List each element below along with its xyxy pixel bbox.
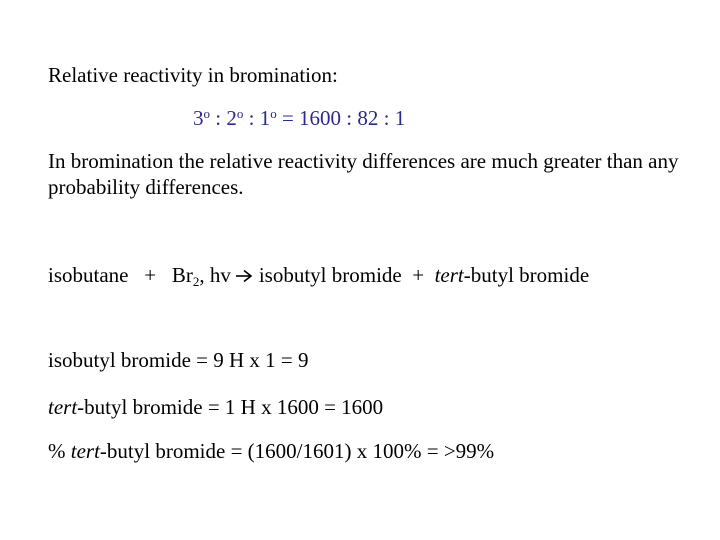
ratio-primary: 1 (259, 106, 271, 130)
reaction-equation (48, 262, 589, 288)
reactant: isobutane (48, 263, 129, 287)
product-tert-butyl-bromide: -butyl bromide (463, 263, 590, 287)
explanation-paragraph: In bromination the relative reactivity differences are much greater than any probability differences. (48, 149, 679, 199)
tert-prefix: tert (70, 439, 100, 463)
ratio-sep: : (215, 106, 222, 130)
reagent-symbol: Br (171, 263, 193, 287)
calc-percent (48, 438, 494, 464)
calc-tert-butyl (48, 394, 383, 420)
ratio-sep: : (248, 106, 255, 130)
ratio-secondary: 2 (226, 106, 237, 130)
calc-tert-butyl-rest: -butyl bromide = 1 H x 1600 = 1600 (77, 395, 384, 419)
degree-mark: o (203, 106, 210, 121)
ratio-values: 1600 : 82 : 1 (299, 106, 406, 130)
reactivity-ratio (193, 105, 405, 131)
percent-sign: % (48, 439, 71, 463)
reagent (172, 263, 231, 287)
heading: Relative reactivity in bromination: (48, 63, 338, 87)
tert-prefix: tert (48, 395, 78, 419)
ratio-equals: = (281, 106, 294, 130)
plus-sign: + (144, 263, 157, 287)
tert-prefix: tert (434, 263, 464, 287)
calc-isobutyl: isobutyl bromide = 9 H x 1 = 9 (48, 348, 309, 372)
degree-mark: o (236, 106, 244, 121)
reagent-subscript: 2 (192, 274, 200, 289)
product-isobutyl-bromide: isobutyl bromide (258, 263, 402, 287)
reagent-condition: , hv (199, 263, 231, 287)
ratio-tertiary: 3 (193, 106, 204, 130)
plus-sign: + (412, 263, 425, 287)
right-arrow-icon (235, 269, 253, 283)
calc-percent-rest: -butyl bromide = (1600/1601) x 100% = >99% (99, 439, 495, 463)
degree-mark: o (270, 106, 277, 121)
